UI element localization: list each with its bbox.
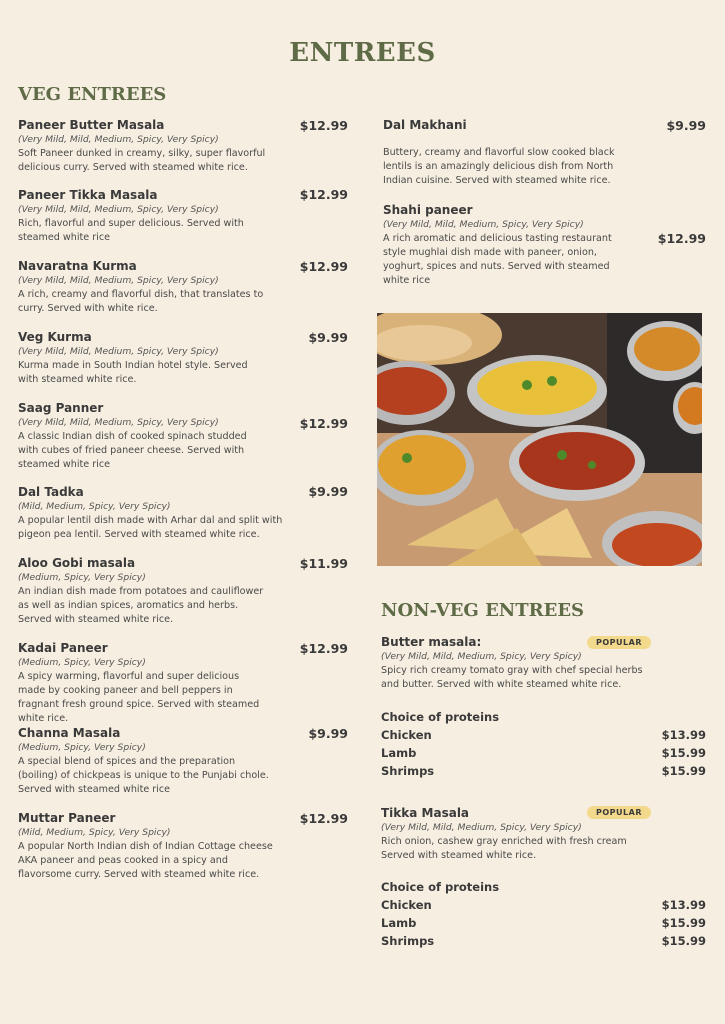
item-spice-levels: (Very Mild, Mild, Medium, Spicy, Very Spicy) <box>18 134 219 145</box>
indian-food-spread-image <box>377 313 702 566</box>
item-spice-levels: (Mild, Medium, Spicy, Very Spicy) <box>18 501 171 512</box>
item-price: $12.99 <box>299 811 348 826</box>
item-description: A spicy warming, flavorful and super delicious made by cooking paneer and bell peppers in fragnant fresh ground spice. Served with steamed white rice. <box>18 671 260 724</box>
item-description: A special blend of spices and the preparation (boiling) of chickpeas is unique to the Punjabi chole. Served with steamed white rice <box>18 756 269 795</box>
item-spice-levels: (Mild, Medium, Spicy, Very Spicy) <box>18 827 171 838</box>
item-name: Paneer Butter Masala <box>18 118 165 132</box>
item-name: Navaratna Kurma <box>18 259 137 273</box>
item-spice-levels: (Medium, Spicy, Very Spicy) <box>18 572 146 583</box>
protein-option-name: Lamb <box>381 916 417 930</box>
item-spice-levels: (Medium, Spicy, Very Spicy) <box>18 742 146 753</box>
item-price: $12.99 <box>299 641 348 656</box>
menu-item-dal-tadka <box>18 485 318 542</box>
menu-item-dal-makhani <box>383 118 633 188</box>
popular-badge: POPULAR <box>587 806 651 819</box>
item-description: An indian dish made from potatoes and cauliflower as well as indian spices, aromatics and herbs. Served with steamed white rice. <box>18 586 264 625</box>
protein-option-name: Shrimps <box>381 934 435 948</box>
food-photo <box>377 313 702 566</box>
menu-item-navaratna-kurma <box>18 259 268 316</box>
item-description: A rich aromatic and delicious tasting restaurant style mughlai dish made with paneer, onion, yoghurt, spices and nuts. Served with steamed white rice <box>383 233 612 286</box>
item-price: $12.99 <box>299 259 348 274</box>
item-name: Dal Tadka <box>18 485 84 499</box>
item-price: $12.99 <box>299 416 348 431</box>
item-name: Butter masala: <box>381 635 482 649</box>
item-spice-levels: (Very Mild, Mild, Medium, Spicy, Very Spicy) <box>18 417 219 428</box>
item-spice-levels: (Very Mild, Mild, Medium, Spicy, Very Spicy) <box>18 275 219 286</box>
item-description: Spicy rich creamy tomato gray with chef special herbs and butter. Served with white steamed white rice. <box>381 665 643 690</box>
menu-item-paneer-tikka-masala <box>18 188 268 245</box>
protein-option-name: Chicken <box>381 898 432 912</box>
protein-option-price: $15.99 <box>661 746 706 760</box>
item-name: Saag Panner <box>18 401 104 415</box>
page-title: ENTREES <box>289 38 436 68</box>
item-description: Kurma made in South Indian hotel style. Served with steamed white rice. <box>18 360 248 385</box>
menu-item-veg-kurma <box>18 330 268 387</box>
item-price: $12.99 <box>657 231 706 246</box>
item-spice-levels: (Very Mild, Mild, Medium, Spicy, Very Spicy) <box>18 346 219 357</box>
item-spice-levels: (Very Mild, Mild, Medium, Spicy, Very Spicy) <box>381 822 582 833</box>
item-spice-levels: (Very Mild, Mild, Medium, Spicy, Very Spicy) <box>383 219 584 230</box>
veg-section-title: VEG ENTREES <box>18 84 167 105</box>
menu-item-kadai-paneer <box>18 641 268 726</box>
popular-badge: POPULAR <box>587 636 651 649</box>
item-price: $9.99 <box>308 484 348 499</box>
item-description: Buttery, creamy and flavorful slow cooked black lentils is an amazingly delicious dish from North Indian cuisine. Served with steamed white rice. <box>383 147 615 186</box>
protein-option-name: Lamb <box>381 746 417 760</box>
item-description: A classic Indian dish of cooked spinach studded with cubes of fried paneer cheese. Served with steamed white rice <box>18 431 247 470</box>
item-price: $12.99 <box>299 118 348 133</box>
item-name: Paneer Tikka Masala <box>18 188 158 202</box>
menu-item-muttar-paneer <box>18 811 273 882</box>
item-price: $11.99 <box>299 556 348 571</box>
nonveg-section-title: NON-VEG ENTREES <box>381 600 585 621</box>
protein-option-price: $15.99 <box>661 764 706 778</box>
item-name: Channa Masala <box>18 726 121 740</box>
item-description: A popular North Indian dish of Indian Cottage cheese AKA paneer and peas cooked in a spicy and flavorsome curry. Served with steamed white rice. <box>18 841 273 880</box>
menu-item-saag-panner <box>18 401 268 472</box>
protein-option-price: $15.99 <box>661 916 706 930</box>
item-name: Tikka Masala <box>381 806 470 820</box>
menu-item-paneer-butter-masala <box>18 118 268 175</box>
protein-option-price: $15.99 <box>661 934 706 948</box>
item-name: Shahi paneer <box>383 203 473 217</box>
item-description: Rich onion, cashew gray enriched with fresh cream Served with steamed white rice. <box>381 836 627 861</box>
item-spice-levels: (Very Mild, Mild, Medium, Spicy, Very Spicy) <box>18 204 219 215</box>
protein-option-price: $13.99 <box>661 898 706 912</box>
menu-item-aloo-gobi-masala <box>18 556 268 627</box>
item-description: A popular lentil dish made with Arhar dal and split with pigeon pea lentil. Served with steamed white rice. <box>18 515 283 540</box>
item-description: Rich, flavorful and super delicious. Served with steamed white rice <box>18 218 244 243</box>
menu-item-channa-masala <box>18 726 273 797</box>
item-description: A rich, creamy and flavorful dish, that translates to curry. Served with white rice. <box>18 289 264 314</box>
protein-option-price: $13.99 <box>661 728 706 742</box>
item-name: Kadai Paneer <box>18 641 108 655</box>
item-price: $9.99 <box>666 118 706 133</box>
item-price: $9.99 <box>308 726 348 741</box>
protein-option-name: Shrimps <box>381 764 435 778</box>
item-name: Aloo Gobi masala <box>18 556 136 570</box>
item-name: Veg Kurma <box>18 330 92 344</box>
protein-choice-heading: Choice of proteins <box>381 710 500 724</box>
item-name: Dal Makhani <box>383 118 467 132</box>
item-spice-levels: (Medium, Spicy, Very Spicy) <box>18 657 146 668</box>
item-description: Soft Paneer dunked in creamy, silky, super flavorful delicious curry. Served with steamed white rice. <box>18 148 266 173</box>
protein-option-name: Chicken <box>381 728 432 742</box>
item-spice-levels: (Very Mild, Mild, Medium, Spicy, Very Spicy) <box>381 651 582 662</box>
item-price: $9.99 <box>308 330 348 345</box>
protein-choice-heading: Choice of proteins <box>381 880 500 894</box>
menu-item-shahi-paneer <box>383 203 633 288</box>
item-price: $12.99 <box>299 187 348 202</box>
item-name: Muttar Paneer <box>18 811 116 825</box>
